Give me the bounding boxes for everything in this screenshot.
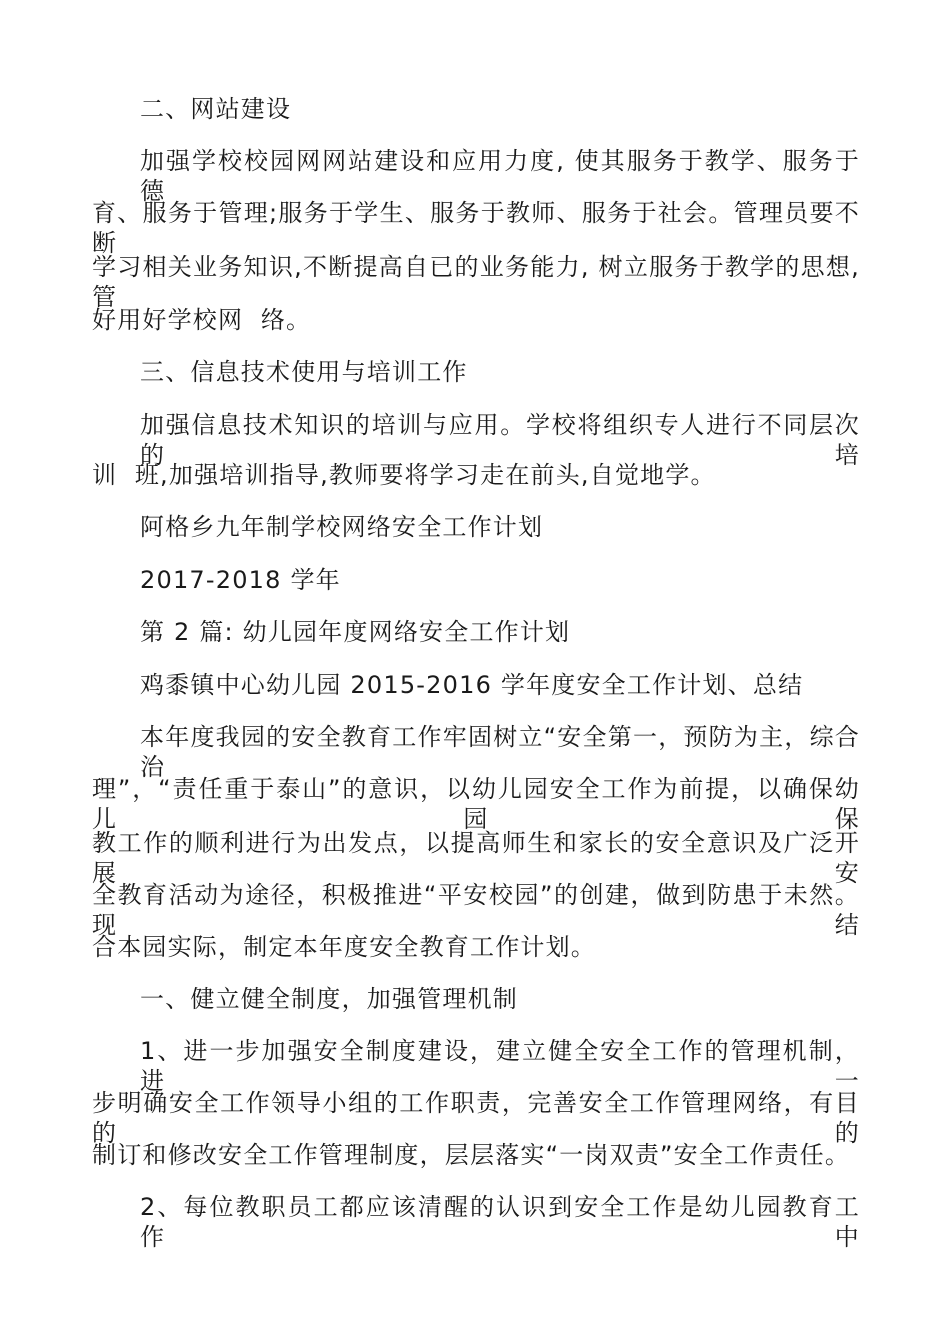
paragraph-line: 1、进一步加强安全制度建设，建立健全安全工作的管理机制，进一 bbox=[140, 1037, 860, 1095]
paragraph-line: 理”，“责任重于泰山”的意识，以幼儿园安全工作为前提，以确保幼儿园保 bbox=[92, 775, 860, 833]
kindergarten-title: 鸡黍镇中心幼儿园 2015-2016 学年度安全工作计划、总结 bbox=[140, 671, 804, 699]
section-heading-system: 一、健立健全制度，加强管理机制 bbox=[140, 985, 518, 1013]
school-year: 2017-2018 学年 bbox=[140, 566, 341, 594]
paragraph-line: 加强学校校园网网站建设和应用力度, 使其服务于教学、服务于德 bbox=[140, 147, 860, 205]
paragraph-line: 制订和修改安全工作管理制度，层层落实“一岗双责”安全工作责任。 bbox=[92, 1141, 851, 1169]
section-heading-it-training: 三、信息技术使用与培训工作 bbox=[140, 358, 468, 386]
paragraph-line: 教工作的顺利进行为出发点，以提高师生和家长的安全意识及广泛开展安 bbox=[92, 829, 860, 887]
paragraph-line: 全教育活动为途径，积极推进“平安校园”的创建，做到防患于未然。现结 bbox=[92, 881, 860, 939]
article-heading: 第 2 篇: 幼儿园年度网络安全工作计划 bbox=[140, 618, 571, 646]
paragraph-line: 步明确安全工作领导小组的工作职责，完善安全工作管理网络，有目的的 bbox=[92, 1089, 860, 1147]
paragraph-line: 加强信息技术知识的培训与应用。学校将组织专人进行不同层次的培 bbox=[140, 411, 860, 469]
paragraph-line: 学习相关业务知识,不断提高自已的业务能力, 树立服务于教学的思想, 管 bbox=[92, 253, 860, 311]
document-title: 阿格乡九年制学校网络安全工作计划 bbox=[140, 513, 544, 541]
paragraph-line: 本年度我园的安全教育工作牢固树立“安全第一，预防为主，综合治 bbox=[140, 723, 860, 781]
paragraph-line: 育、服务于管理;服务于学生、服务于教师、服务于社会。管理员要不断 bbox=[92, 199, 860, 257]
paragraph-line: 好用好学校网 络。 bbox=[92, 306, 312, 334]
paragraph-line: 2、每位教职员工都应该清醒的认识到安全工作是幼儿园教育工作中 bbox=[140, 1193, 860, 1251]
section-heading-website: 二、网站建设 bbox=[140, 95, 292, 123]
paragraph-line: 合本园实际，制定本年度安全教育工作计划。 bbox=[92, 933, 596, 961]
paragraph-line: 训 班,加强培训指导,教师要将学习走在前头,自觉地学。 bbox=[92, 461, 716, 489]
